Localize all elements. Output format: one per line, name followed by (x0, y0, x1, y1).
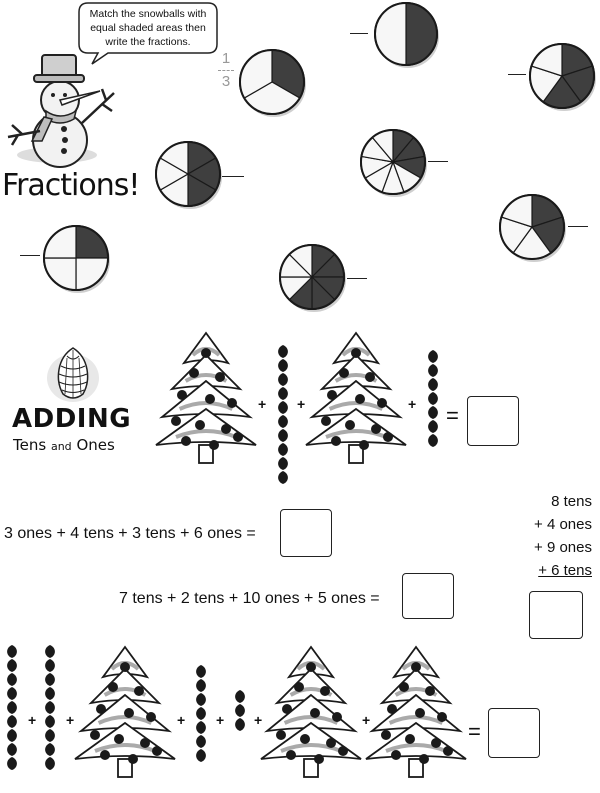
snowball-sb7[interactable] (44, 226, 110, 293)
pinecone-one (7, 659, 17, 672)
pinecone-ornament (377, 398, 387, 408)
tree-ten (306, 333, 406, 463)
pinecone-one (428, 364, 438, 377)
pinecone-one (278, 359, 288, 372)
pinecone-one (428, 350, 438, 363)
vertical-addition (534, 490, 592, 582)
pinecone-ornament (425, 686, 435, 696)
pinecone-ornament (294, 682, 304, 692)
pinecone-one (428, 420, 438, 433)
snowball-sb2[interactable] (375, 3, 439, 68)
pinecone-ornament (387, 704, 397, 714)
pinecone-one (196, 665, 206, 678)
pinecone-ornament (338, 746, 348, 756)
pinecone-ornament (383, 432, 393, 442)
answer-box[interactable] (488, 708, 540, 758)
answer-box[interactable] (280, 509, 332, 557)
pinecone-one (428, 434, 438, 447)
plus-sign: + (28, 712, 37, 728)
pinecone-ornament (332, 712, 342, 722)
plus-sign: + (177, 712, 186, 728)
ones-column (278, 345, 288, 484)
pinecone-ornament (359, 440, 369, 450)
pinecone-one (196, 749, 206, 762)
pinecone-ornament (351, 348, 361, 358)
pinecone-one (45, 687, 55, 700)
example-numerator: 1 (221, 50, 231, 67)
vertical-line-4: + 6 tens (538, 562, 592, 579)
plus-sign: + (258, 396, 267, 412)
pinecone-ornament (152, 746, 162, 756)
pinecone-ornament (326, 738, 336, 748)
pinecone-one (196, 679, 206, 692)
fractions-title: Fractions! (2, 168, 140, 203)
plus-sign: + (254, 712, 263, 728)
pinecone-one (235, 718, 245, 731)
pinecone-one (196, 735, 206, 748)
pinecone-ornament (171, 416, 181, 426)
pinecone-one (278, 429, 288, 442)
snowball-segment (375, 3, 406, 65)
pinecone-ornament (345, 420, 355, 430)
pinecone-ornament (205, 394, 215, 404)
pinecone-one (235, 690, 245, 703)
pinecone-ornament (443, 746, 453, 756)
pinecone-ornament (419, 754, 429, 764)
pinecone-ornament (128, 754, 138, 764)
pinecone-one (7, 701, 17, 714)
pinecone-one (45, 743, 55, 756)
pinecone-one (196, 721, 206, 734)
pinecone-one (428, 378, 438, 391)
pinecone-ornament (391, 750, 401, 760)
pinecone-ornament (100, 750, 110, 760)
vertical-line-2: + 4 ones (534, 516, 592, 533)
pinecone-ornament (320, 686, 330, 696)
snowball-sb8[interactable] (280, 245, 346, 312)
pinecone-ornament (181, 436, 191, 446)
pinecone-ornament (300, 734, 310, 744)
pinecone-one (278, 443, 288, 456)
ones-column (196, 665, 206, 762)
pinecone-ornament (114, 734, 124, 744)
pinecone-ornament (339, 368, 349, 378)
fraction-answer-line[interactable] (428, 161, 448, 162)
pinecone-one (45, 701, 55, 714)
subtitle-ones: Ones (76, 436, 115, 454)
plus-sign: + (297, 396, 306, 412)
pinecone-one (278, 471, 288, 484)
ones-column (45, 645, 55, 770)
pinecone-one (196, 707, 206, 720)
fraction-answer-line[interactable] (347, 278, 367, 279)
pinecone-one (278, 373, 288, 386)
pinecone-one (45, 645, 55, 658)
adding-title: ADDING (12, 404, 132, 434)
pinecone-one (45, 757, 55, 770)
pinecone-ornament (96, 704, 106, 714)
pinecone-ornament (399, 682, 409, 692)
pinecone-one (278, 457, 288, 470)
pinecone-ornament (108, 682, 118, 692)
equals-sign: = (468, 719, 481, 744)
snowball-sb4[interactable] (156, 142, 222, 209)
snowball-sb1[interactable] (240, 50, 306, 117)
equation-1-text: 3 ones + 4 tens + 3 tens + 6 ones = (4, 525, 256, 542)
equation-2-text: 7 tens + 2 tens + 10 ones + 5 ones = (119, 590, 380, 607)
vertical-line-3: + 9 ones (534, 539, 592, 556)
pinecone-one (7, 743, 17, 756)
pinecone-one (428, 392, 438, 405)
pinecone-ornament (146, 712, 156, 722)
ones-column (428, 350, 438, 447)
pinecone-one (235, 704, 245, 717)
pinecone-ornament (321, 416, 331, 426)
subtitle-tens: Tens (13, 436, 47, 454)
fraction-answer-line[interactable] (222, 176, 244, 177)
pinecone-one (278, 345, 288, 358)
pinecone-ornament (195, 420, 205, 430)
pinecone-ornament (306, 662, 316, 672)
ones-column (235, 690, 245, 731)
pinecone-one (196, 693, 206, 706)
pinecone-ornament (282, 704, 292, 714)
tree-ten (156, 333, 256, 463)
pinecone-ornament (431, 738, 441, 748)
pinecone-one (7, 715, 17, 728)
snowball-sb6[interactable] (500, 195, 566, 262)
plus-sign: + (362, 712, 371, 728)
pinecone-one (278, 415, 288, 428)
pinecone-ornament (177, 390, 187, 400)
pinecone-one (7, 673, 17, 686)
fraction-answer-line[interactable] (350, 33, 368, 34)
snowball-sb3[interactable] (530, 44, 596, 111)
pinecone-one (7, 645, 17, 658)
pinecone-ornament (310, 708, 320, 718)
pinecone-ornament (140, 738, 150, 748)
subtitle-and: and (50, 440, 72, 453)
fraction-answer-line[interactable] (508, 74, 526, 75)
pinecone-one (278, 401, 288, 414)
snowballs-layer (0, 0, 600, 310)
pinecone-one (45, 729, 55, 742)
pinecone-ornament (201, 348, 211, 358)
pinecone-ornament (124, 708, 134, 718)
pinecone-ornament (437, 712, 447, 722)
pinecone-ornament (327, 390, 337, 400)
pinecone-ornament (286, 750, 296, 760)
plus-sign: + (66, 712, 75, 728)
pinecone-ornament (134, 686, 144, 696)
pinecone-one (7, 757, 17, 770)
pinecone-ornament (189, 368, 199, 378)
pinecone-ornament (120, 662, 130, 672)
pinecone-ornament (405, 734, 415, 744)
answer-box[interactable] (402, 573, 454, 619)
ones-column (7, 645, 17, 770)
pinecone-one (428, 406, 438, 419)
answer-box[interactable] (467, 396, 519, 446)
tree-ten (261, 647, 361, 777)
pinecone-ornament (233, 432, 243, 442)
pinecone-ornament (221, 424, 231, 434)
pinecone-one (45, 659, 55, 672)
pinecone-one (7, 729, 17, 742)
pinecone-ornament (381, 730, 391, 740)
pinecone-one (45, 673, 55, 686)
pinecone-ornament (227, 398, 237, 408)
fraction-answer-line[interactable] (20, 255, 40, 256)
pinecone-ornament (371, 424, 381, 434)
snowball-sb5[interactable] (361, 130, 427, 197)
pinecone-ornament (90, 730, 100, 740)
pinecone-one (278, 387, 288, 400)
answer-box[interactable] (529, 591, 583, 639)
pinecone-one (45, 715, 55, 728)
pinecone-ornament (355, 394, 365, 404)
pinecone-one (7, 687, 17, 700)
pinecone-ornament (411, 662, 421, 672)
pinecone-ornament (365, 372, 375, 382)
pinecone-ornament (276, 730, 286, 740)
plus-sign: + (216, 712, 225, 728)
pinecone-ornament (215, 372, 225, 382)
pinecone-ornament (415, 708, 425, 718)
instructions-text: Match the snowballs with equal shaded areas then write the fractions. (89, 8, 207, 48)
fraction-answer-line[interactable] (568, 226, 588, 227)
pinecone-ornament (209, 440, 219, 450)
pinecone-ornament (331, 436, 341, 446)
tree-ten (75, 647, 175, 777)
example-denominator: 3 (221, 73, 231, 90)
plus-sign: + (408, 396, 417, 412)
vertical-line-1: 8 tens (551, 493, 592, 510)
tree-ten (366, 647, 466, 777)
pinecone-ornament (314, 754, 324, 764)
equals-sign: = (446, 403, 459, 428)
